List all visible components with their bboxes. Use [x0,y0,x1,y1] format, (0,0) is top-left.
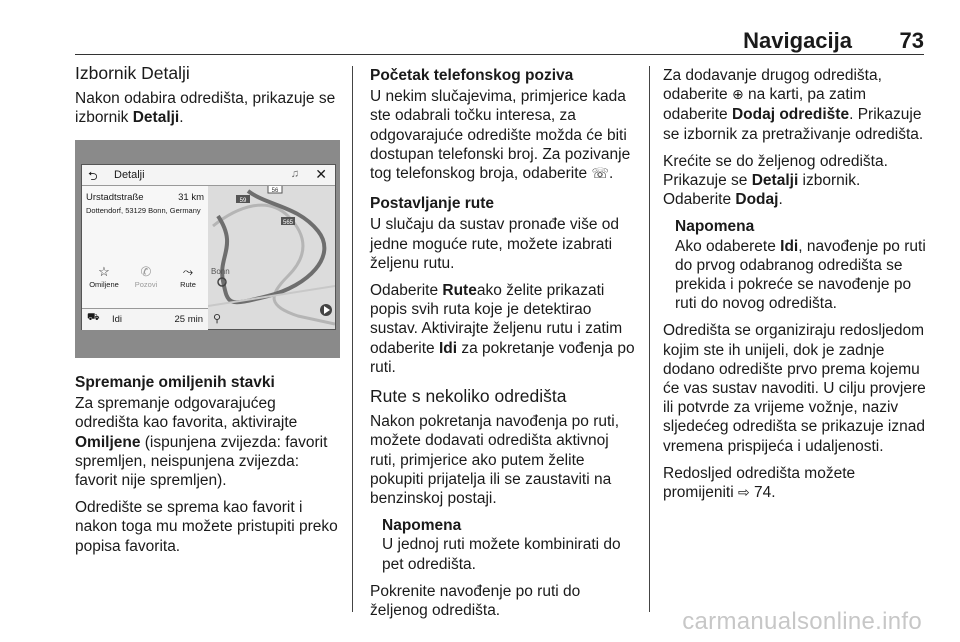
route-icon: ⤳ [182,264,194,279]
star-icon: ☆ [98,264,110,279]
call-button: ✆ Pozovi [126,264,166,289]
favorites-paragraph-1: Za spremanje odgovarajućeg odredišta kao favorita, aktivirajte Omiljene (ispunjena zvijezda: favorit spremljen, neispunjena zvijezda: favorit nije spremljen). [75,395,328,490]
action-buttons [82,264,208,308]
note-text: U jednoj ruti možete kombinirati do pet odredišta. [382,536,621,573]
destination-info-panel [82,186,208,308]
destination-street: Urstadtstraße [86,192,144,203]
svg-text:Bonn: Bonn [211,267,230,276]
destination-address: Dottendorf, 53129 Bonn, Germany [86,206,201,215]
screen-top-bar [82,165,335,186]
column-2 [370,66,638,628]
routes-button: ⤳ Rute [168,264,208,289]
phone-icon: ✆ [140,264,152,279]
svg-text:59: 59 [239,198,247,204]
order-paragraph: Odredišta se organiziraju redosljedom kojim ste ih unijeli, dok je zadnje dodano odredište prvo prema kojemu će vas sustav navoditi. U cilju provjere ili potvrde za vrijeme vožnje, naziv sljedećeg odredišta se prikazuje iznad vremena prispijeća i udaljenosti. [663,322,926,455]
column-1-lower [75,373,343,564]
car-icon: ⛟ [87,312,100,323]
map-pin-icon: ⚲ [213,313,222,325]
route-map [208,186,335,329]
column-divider-1 [352,66,353,612]
route-paragraph-1: U slučaju da sustav pronađe više od jedne moguće rute, možete izabrati željenu rutu. [370,216,620,272]
screen-bottom-bar [82,308,208,330]
multi-paragraph-2: Pokrenite navođenje po ruti do željenog odredišta. [370,582,581,620]
note-title: Napomena [675,218,755,236]
add-destination-icon: ⊕ [731,87,744,104]
back-arrow-icon: ⮌ [88,169,98,183]
svg-text:56: 56 [271,188,279,194]
screen-title: Detalji [114,169,145,181]
phone-icon: ☏ [591,166,609,183]
favorites-paragraph-2: Odredište se sprema kao favorit i nakon toga mu možete pristupiti preko popisa favorita. [75,499,338,555]
svg-text:565: 565 [282,220,294,226]
heading-phone-call: Početak telefonskog poziva [370,67,574,84]
intro-paragraph: Nakon odabira odredišta, prikazuje se izbornik Detalji. [75,90,336,127]
reorder-paragraph: Redosljed odredišta možete promijeniti ⇨ 74. [663,464,856,502]
chapter-title: Navigacija [743,28,852,53]
heading-multi-destination: Rute s nekoliko odredišta [370,386,567,407]
phone-call-paragraph: U nekim slučajevima, primjerice kada ste odabrali točku interesa, za odgovarajuće odredište možda će biti dostupan telefonski broj. Za pozivanje tog telefonskog broja, odaberite ☏. [370,88,631,183]
note-box-2: Napomena Ako odaberete Idi, navođenje po ruti do prvog odabranog odredišta se prekida i pokreće se navođenje po ruti do novog odredišta. [663,217,928,313]
navigate-paragraph: Krećite se do željenog odredišta. Prikazuje se Detalji izbornik. Odaberite Dodaj. [663,152,888,209]
heading-save-favorites: Spremanje omiljenih stavki [75,374,275,391]
multi-paragraph-1: Nakon pokretanja navođenja po ruti, možete dodavati odredišta aktivnoj ruti, primjerice ako putem želite pokupiti prijatelja ili se zaustaviti na benzinskoj postaji. [370,413,620,508]
page-number: 73 [899,28,924,53]
close-icon: ✕ [315,166,327,182]
watermark: carmanualsonline.info [682,608,922,635]
route-paragraph-2: Odaberite Ruteako želite prikazati popis svih ruta koje je detektirao sustav. Aktivirajte željenu rutu i zatim odaberite Idi za pokretanje vođenja po ruti. [370,282,635,376]
music-note-icon: ♫ [290,168,299,180]
note-title: Napomena [382,517,462,535]
heading-route-setup: Postavljanje rute [370,195,495,213]
details-menu-screenshot [75,140,340,358]
eta-label: 25 min [174,314,203,325]
route-map-graphic [208,186,335,329]
note-box-1 [370,516,638,574]
destination-distance: 31 km [178,192,204,203]
section-title-details-menu: Izbornik Detalji [75,63,190,83]
go-label: Idi [112,314,123,325]
column-1 [75,64,343,136]
column-divider-2 [649,66,650,612]
column-3 [663,66,928,511]
add-destination-paragraph: Za dodavanje drugog odredišta, odaberite ⊕ na karti, pa zatim odaberite Dodaj odredište. Prikazuje se izbornik za pretraživanje odredišta. [663,67,924,143]
infotainment-screen [81,164,336,330]
page-reference-arrow-icon: ⇨ [737,485,750,502]
header-rule [75,54,924,55]
favorites-button: ☆ Omiljene [84,264,124,289]
